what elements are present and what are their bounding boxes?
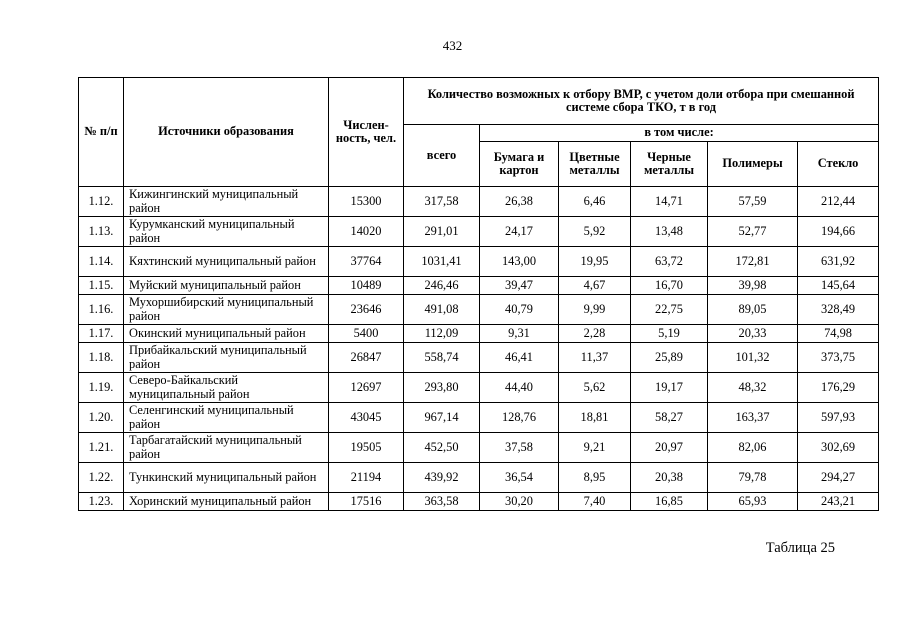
table-caption: Таблица 25 (765, 540, 835, 556)
cell-glass: 145,64 (798, 277, 879, 295)
table-row (79, 277, 879, 295)
cell-nonferrous: 2,28 (559, 325, 631, 343)
cell-paper: 37,58 (480, 433, 559, 463)
table-row (79, 433, 879, 463)
cell-ferrous: 58,27 (631, 403, 708, 433)
cell-nonferrous: 6,46 (559, 187, 631, 217)
cell-polymers: 65,93 (708, 493, 798, 511)
cell-ferrous: 63,72 (631, 247, 708, 277)
header-polymers: Полимеры (708, 142, 798, 187)
cell-glass: 302,69 (798, 433, 879, 463)
cell-ferrous: 20,38 (631, 463, 708, 493)
cell-nonferrous: 7,40 (559, 493, 631, 511)
cell-paper: 9,31 (480, 325, 559, 343)
cell-glass: 74,98 (798, 325, 879, 343)
cell-ferrous: 25,89 (631, 343, 708, 373)
cell-population: 17516 (329, 493, 404, 511)
cell-population: 37764 (329, 247, 404, 277)
cell-paper: 46,41 (480, 343, 559, 373)
cell-glass: 176,29 (798, 373, 879, 403)
cell-glass: 294,27 (798, 463, 879, 493)
cell-paper: 40,79 (480, 295, 559, 325)
cell-paper: 128,76 (480, 403, 559, 433)
cell-population: 14020 (329, 217, 404, 247)
cell-polymers: 163,37 (708, 403, 798, 433)
cell-total: 452,50 (404, 433, 480, 463)
cell-total: 293,80 (404, 373, 480, 403)
cell-total: 439,92 (404, 463, 480, 493)
cell-population: 21194 (329, 463, 404, 493)
header-paper: Бумага и картон (480, 142, 559, 187)
cell-polymers: 172,81 (708, 247, 798, 277)
header-quantity-group: Количество возможных к отбору ВМР, с учетом доли отбора при смешанной системе сбора ТКО, т в год (404, 78, 879, 125)
cell-paper: 30,20 (480, 493, 559, 511)
cell-nonferrous: 4,67 (559, 277, 631, 295)
cell-name: Мухоршибирский муниципальный район (124, 295, 329, 325)
cell-num: 1.16. (79, 295, 124, 325)
cell-polymers: 57,59 (708, 187, 798, 217)
header-population: Числен-ность, чел. (329, 78, 404, 187)
cell-population: 5400 (329, 325, 404, 343)
cell-num: 1.22. (79, 463, 124, 493)
header-num: № п/п (79, 78, 124, 187)
header-nonferrous: Цветные металлы (559, 142, 631, 187)
cell-population: 15300 (329, 187, 404, 217)
cell-glass: 597,93 (798, 403, 879, 433)
cell-num: 1.23. (79, 493, 124, 511)
cell-ferrous: 16,70 (631, 277, 708, 295)
cell-num: 1.15. (79, 277, 124, 295)
cell-nonferrous: 8,95 (559, 463, 631, 493)
cell-population: 23646 (329, 295, 404, 325)
cell-paper: 24,17 (480, 217, 559, 247)
cell-name: Тункинский муниципальный район (124, 463, 329, 493)
cell-name: Кижингинский муниципальный район (124, 187, 329, 217)
cell-nonferrous: 9,99 (559, 295, 631, 325)
cell-total: 558,74 (404, 343, 480, 373)
cell-population: 19505 (329, 433, 404, 463)
cell-num: 1.18. (79, 343, 124, 373)
cell-polymers: 39,98 (708, 277, 798, 295)
cell-population: 10489 (329, 277, 404, 295)
cell-ferrous: 13,48 (631, 217, 708, 247)
cell-num: 1.14. (79, 247, 124, 277)
cell-ferrous: 14,71 (631, 187, 708, 217)
cell-glass: 631,92 (798, 247, 879, 277)
cell-nonferrous: 18,81 (559, 403, 631, 433)
table-row (79, 217, 879, 247)
cell-total: 491,08 (404, 295, 480, 325)
header-including: в том числе: (480, 125, 879, 142)
cell-polymers: 82,06 (708, 433, 798, 463)
header-glass: Стекло (798, 142, 879, 187)
cell-nonferrous: 19,95 (559, 247, 631, 277)
cell-name: Прибайкальский муниципальный район (124, 343, 329, 373)
cell-total: 112,09 (404, 325, 480, 343)
cell-population: 12697 (329, 373, 404, 403)
header-source: Источники образования (124, 78, 329, 187)
page-number: 432 (442, 38, 463, 53)
cell-polymers: 52,77 (708, 217, 798, 247)
header-total: всего (404, 125, 480, 187)
table-row (79, 463, 879, 493)
cell-num: 1.21. (79, 433, 124, 463)
cell-nonferrous: 9,21 (559, 433, 631, 463)
cell-name: Тарбагатайский муниципальный район (124, 433, 329, 463)
cell-glass: 194,66 (798, 217, 879, 247)
cell-population: 26847 (329, 343, 404, 373)
cell-total: 1031,41 (404, 247, 480, 277)
cell-num: 1.17. (79, 325, 124, 343)
cell-total: 317,58 (404, 187, 480, 217)
table-row (79, 187, 879, 217)
cell-name: Кяхтинский муниципальный район (124, 247, 329, 277)
cell-num: 1.13. (79, 217, 124, 247)
cell-population: 43045 (329, 403, 404, 433)
cell-name: Курумканский муниципальный район (124, 217, 329, 247)
table-row (79, 493, 879, 511)
cell-total: 363,58 (404, 493, 480, 511)
cell-total: 967,14 (404, 403, 480, 433)
cell-paper: 36,54 (480, 463, 559, 493)
header-ferrous: Черные металлы (631, 142, 708, 187)
cell-ferrous: 5,19 (631, 325, 708, 343)
table-row (79, 403, 879, 433)
table-row (79, 373, 879, 403)
cell-glass: 373,75 (798, 343, 879, 373)
table-row (79, 247, 879, 277)
cell-ferrous: 22,75 (631, 295, 708, 325)
cell-polymers: 48,32 (708, 373, 798, 403)
cell-nonferrous: 5,62 (559, 373, 631, 403)
cell-paper: 143,00 (480, 247, 559, 277)
cell-paper: 39,47 (480, 277, 559, 295)
table-body (79, 187, 879, 511)
cell-paper: 26,38 (480, 187, 559, 217)
cell-total: 291,01 (404, 217, 480, 247)
cell-polymers: 101,32 (708, 343, 798, 373)
cell-polymers: 20,33 (708, 325, 798, 343)
cell-nonferrous: 11,37 (559, 343, 631, 373)
cell-name: Селенгинский муниципальный район (124, 403, 329, 433)
cell-num: 1.19. (79, 373, 124, 403)
cell-paper: 44,40 (480, 373, 559, 403)
cell-nonferrous: 5,92 (559, 217, 631, 247)
cell-glass: 212,44 (798, 187, 879, 217)
waste-table (78, 77, 879, 511)
cell-name: Окинский муниципальный район (124, 325, 329, 343)
cell-num: 1.20. (79, 403, 124, 433)
table-row (79, 295, 879, 325)
cell-num: 1.12. (79, 187, 124, 217)
cell-glass: 243,21 (798, 493, 879, 511)
cell-ferrous: 19,17 (631, 373, 708, 403)
cell-total: 246,46 (404, 277, 480, 295)
cell-name: Хоринский муниципальный район (124, 493, 329, 511)
cell-ferrous: 16,85 (631, 493, 708, 511)
table-row (79, 325, 879, 343)
cell-name: Северо-Байкальский муниципальный район (124, 373, 329, 403)
cell-ferrous: 20,97 (631, 433, 708, 463)
cell-polymers: 79,78 (708, 463, 798, 493)
cell-polymers: 89,05 (708, 295, 798, 325)
cell-glass: 328,49 (798, 295, 879, 325)
table-row (79, 343, 879, 373)
cell-name: Муйский муниципальный район (124, 277, 329, 295)
